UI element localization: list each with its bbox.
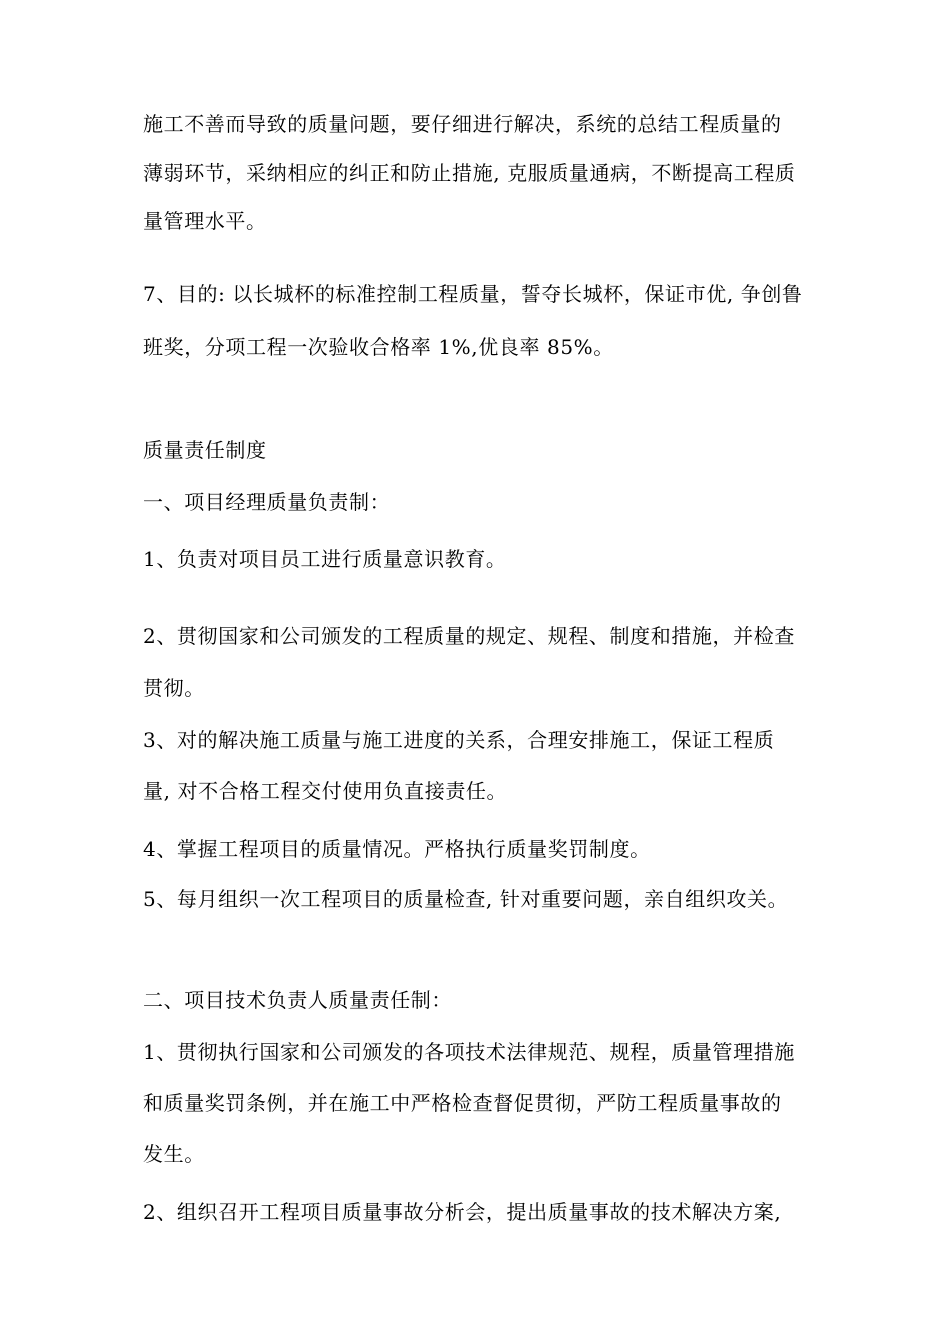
section1-item: 3、对的解决施工质量与施工进度的关系，合理安排施工，保证工程质 <box>143 728 775 752</box>
section1-item: 2、贯彻国家和公司颁发的工程质量的规定、规程、制度和措施，并检查 <box>143 624 795 648</box>
section1-item: 1、负责对项目员工进行质量意识教育。 <box>143 547 507 571</box>
item7-line: 班奖，分项工程一次验收合格率 1%,优良率 85%。 <box>143 335 614 359</box>
intro-paragraph-line: 施工不善而导致的质量问题，要仔细进行解决，系统的总结工程质量的 <box>143 112 782 136</box>
intro-paragraph-line: 薄弱环节，采纳相应的纠正和防止措施, 克服质量通病，不断提高工程质 <box>143 161 796 185</box>
section2-item: 发生。 <box>143 1142 205 1166</box>
section1-item: 贯彻。 <box>143 676 205 700</box>
section2-item: 2、组织召开工程项目质量事故分析会，提出质量事故的技术解决方案, <box>143 1200 782 1224</box>
section1-heading: 一、项目经理质量负责制： <box>143 490 391 514</box>
section1-item: 量, 对不合格工程交付使用负直接责任。 <box>143 779 508 803</box>
section2-item: 和质量奖罚条例，并在施工中严格检查督促贯彻，严防工程质量事故的 <box>143 1091 782 1115</box>
item7-line: 7、目的: 以长城杯的标准控制工程质量，誓夺长城杯，保证市优, 争创鲁 <box>143 282 803 306</box>
section1-item: 4、掌握工程项目的质量情况。严格执行质量奖罚制度。 <box>143 837 651 861</box>
section1-item: 5、每月组织一次工程项目的质量检查, 针对重要问题，亲自组织攻关。 <box>143 887 789 911</box>
intro-paragraph-line: 量管理水平。 <box>143 209 267 233</box>
section2-heading: 二、项目技术负责人质量责任制： <box>143 988 452 1012</box>
section2-item: 1、贯彻执行国家和公司颁发的各项技术法律规范、规程，质量管理措施 <box>143 1040 795 1064</box>
section-title: 质量责任制度 <box>143 438 267 462</box>
